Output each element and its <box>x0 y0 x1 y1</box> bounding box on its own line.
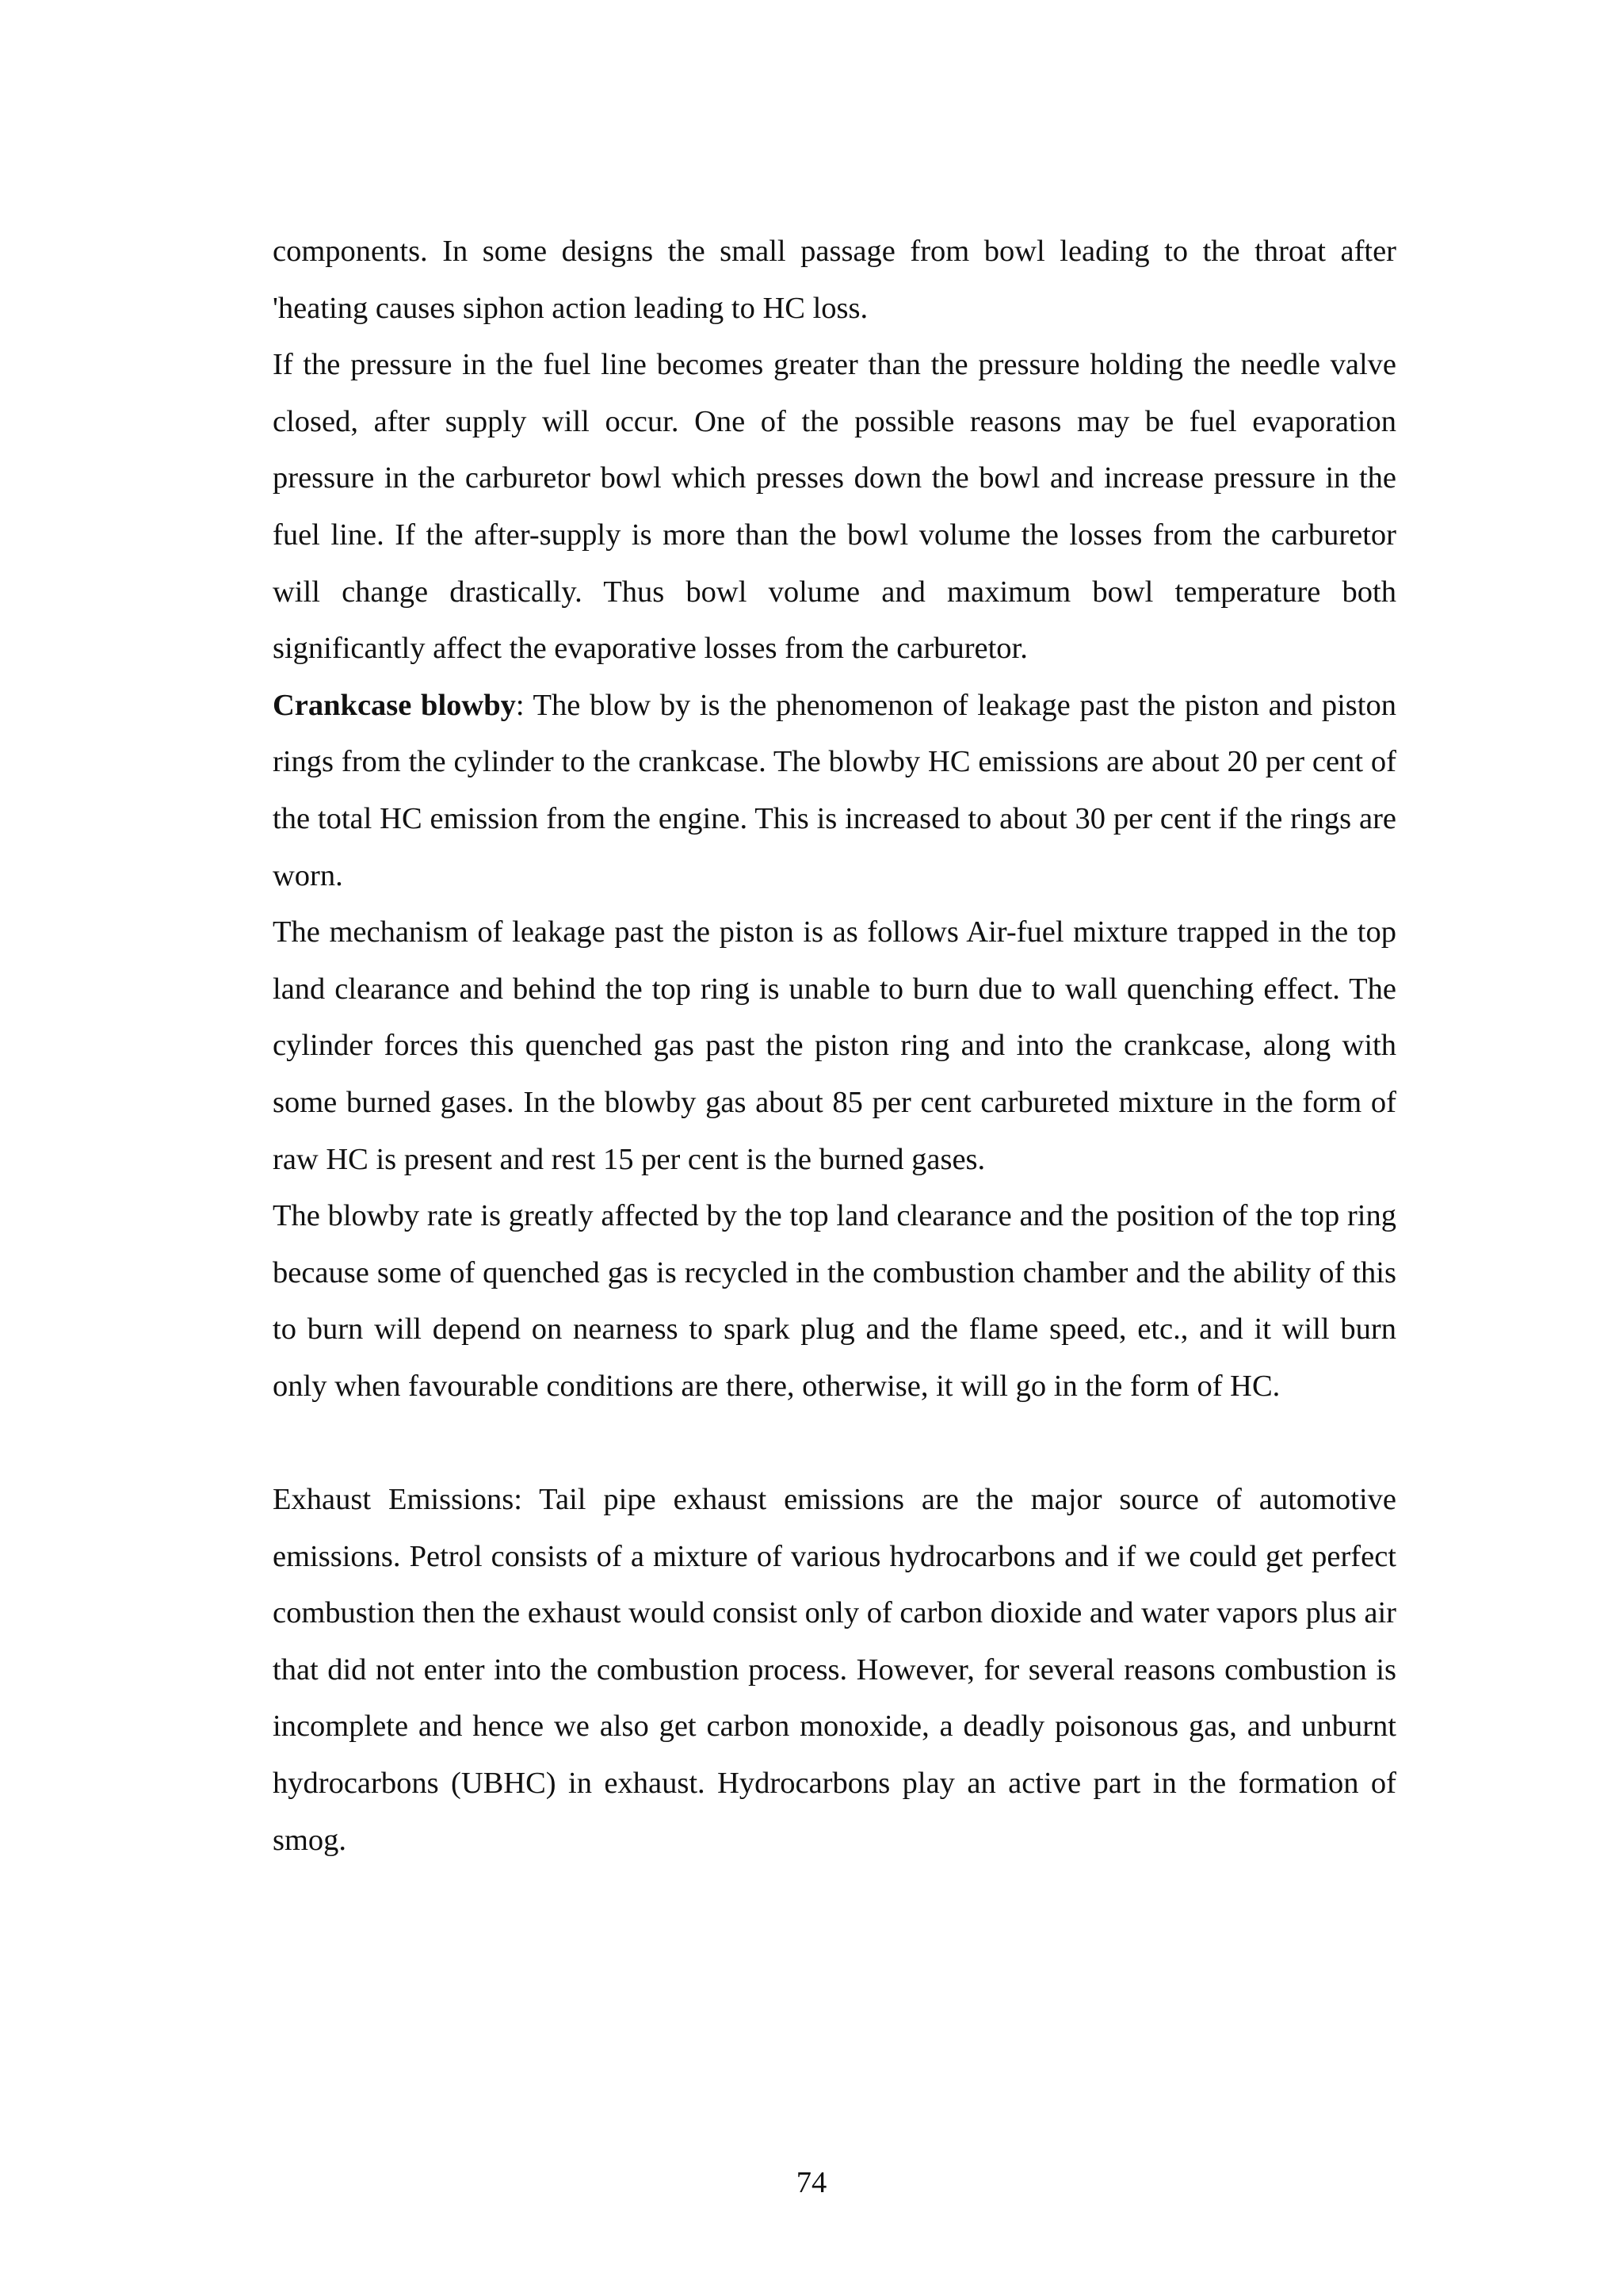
paragraph-text: components. In some designs the small passage from bowl leading to the throat after 'heating causes siphon action leading to HC loss. <box>273 235 1396 325</box>
term-heading: Crankcase blowby <box>273 688 516 722</box>
paragraph-text: : The blow by is the phenomenon of leakage past the piston and piston rings from the cylinder to the crankcase. The blowby HC emissions are about 20 per cent of the total HC emission from the engine. This is increased to about 30 per cent if the rings are worn. <box>273 688 1396 892</box>
paragraph-carburetor-siphon <box>273 223 1396 337</box>
paragraph-blowby-rate <box>273 1188 1396 1415</box>
body-text <box>273 223 1396 1869</box>
page-number: 74 <box>796 2166 827 2199</box>
paragraph-leakage-mechanism <box>273 904 1396 1188</box>
paragraph-after-supply <box>273 337 1396 678</box>
paragraph-crankcase-blowby <box>273 678 1396 904</box>
paragraph-text: Exhaust Emissions: Tail pipe exhaust emissions are the major source of automotive emissions. Petrol consists of a mixture of various hydrocarbons and if we could get perfect combustion then the exhaust would consist only of carbon dioxide and water vapors plus air that did not enter into the combustion process. However, for several reasons combustion is incomplete and hence we also get carbon monoxide, a deadly poisonous gas, and unburnt hydrocarbons (UBHC) in exhaust. Hydrocarbons play an active part in the formation of smog. <box>273 1483 1396 1857</box>
paragraph-text: The blowby rate is greatly affected by the top land clearance and the position of the top ring because some of quenched gas is recycled in the combustion chamber and the ability of this to burn will depend on nearness to spark plug and the flame speed, etc., and it will burn only when favourable conditions are there, otherwise, it will go in the form of HC. <box>273 1199 1396 1403</box>
paragraph-text: The mechanism of leakage past the piston is as follows Air-fuel mixture trapped in the top land clearance and behind the top ring is unable to burn due to wall quenching effect. The cylinder forces this quenched gas past the piston ring and into the crankcase, along with some burned gases. In the blowby gas about 85 per cent carbureted mixture in the form of raw HC is present and rest 15 per cent is the burned gases. <box>273 915 1396 1176</box>
paragraph-exhaust-emissions <box>273 1472 1396 1869</box>
paragraph-text: If the pressure in the fuel line becomes greater than the pressure holding the needle valve closed, after supply will occur. One of the possible reasons may be fuel evaporation pressure in the carburetor bowl which presses down the bowl and increase pressure in the fuel line. If the after-supply is more than the bowl volume the losses from the carburetor will change drastically. Thus bowl volume and maximum bowl temperature both significantly affect the evaporative losses from the carburetor. <box>273 348 1396 666</box>
